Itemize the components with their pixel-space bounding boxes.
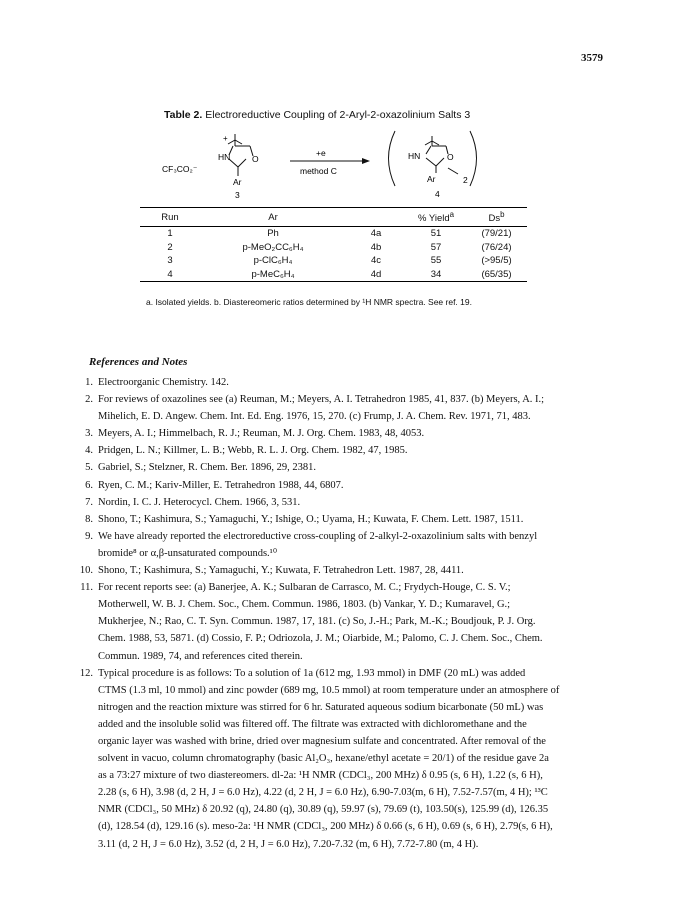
reference-item bbox=[70, 477, 630, 494]
reference-line: NMR (CDCl₃, 50 MHz) δ 20.92 (q), 24.80 (q), 30.89 (q), 59.97 (s), 79.69 (t), 103.50(s), 125.99 (d), 126.35 bbox=[98, 804, 549, 816]
product-ar: Ar bbox=[427, 174, 436, 184]
table-row bbox=[140, 241, 527, 255]
reference-line: For reviews of oxazolines see (a) Reuman, M.; Meyers, A. I. Tetrahedron 1985, 41, 837. (b) Meyers, A. I.; bbox=[98, 394, 545, 406]
reference-line: Pridgen, L. N.; Killmer, L. B.; Webb, R. L. J. Org. Chem. 1982, 47, 1985. bbox=[98, 445, 408, 457]
reference-line: added and the insoluble solid was filtered off. The filtrate was extracted with dichloromethane and the bbox=[98, 718, 527, 730]
cell-code: 4d bbox=[346, 268, 406, 282]
table-title: Electroreductive Coupling of 2-Aryl-2-oxazolinium Salts 3 bbox=[205, 109, 471, 121]
reference-text bbox=[98, 391, 630, 425]
header-ar: Ar bbox=[200, 208, 346, 227]
reference-line: organic layer was washed with brine, dried over magnesium sulfate and concentrated. After removal of the bbox=[98, 735, 546, 747]
table-label: Table 2. bbox=[164, 109, 203, 121]
counterion: CF₃CO₂⁻ bbox=[162, 164, 198, 174]
reference-number: 11. bbox=[80, 582, 93, 594]
reference-item bbox=[70, 494, 630, 511]
reference-line: Ryen, C. M.; Kariv-Miller, E. Tetrahedron 1988, 44, 6807. bbox=[98, 479, 344, 491]
table-row bbox=[140, 268, 527, 282]
cell-yield: 51 bbox=[430, 228, 442, 240]
reference-text bbox=[98, 459, 630, 476]
reference-number: 2. bbox=[85, 394, 93, 406]
reference-number: 8. bbox=[85, 513, 93, 525]
table-caption bbox=[164, 109, 470, 121]
reference-item bbox=[70, 579, 630, 664]
reference-item bbox=[70, 442, 630, 459]
reference-line: nitrogen and the reaction mixture was stirred for 6 hr. Saturated aqueous sodium bicarbonate (50 mL) was bbox=[98, 701, 544, 713]
reference-line: bromide⁸ or α,β-unsaturated compounds.¹⁰ bbox=[98, 547, 278, 559]
product-subscript: 2 bbox=[463, 175, 468, 185]
reference-line: For recent reports see: (a) Banerjee, A. K.; Sulbaran de Carrasco, M. C.; Frydych-Houge, C. S. V.; bbox=[98, 582, 511, 594]
reference-text bbox=[98, 374, 630, 391]
reference-item bbox=[70, 425, 630, 442]
reference-text bbox=[98, 562, 630, 579]
reactant-plus: + bbox=[223, 134, 228, 143]
cell-ar: Ph bbox=[267, 228, 279, 240]
cell-ar: p-MeO₂CC₆H₄ bbox=[242, 241, 304, 253]
cell-yield: 34 bbox=[406, 268, 466, 282]
cell-ds: (>95/5) bbox=[481, 255, 512, 267]
cell-ar: p-ClC₆H₄ bbox=[253, 255, 293, 267]
reference-line: 3.11 (d, 2 H, J = 6.0 Hz), 3.52 (d, 2 H, J = 6.0 Hz), 7.20-7.32 (m, 6 H), 7.72-7.80 (m, 4 H). bbox=[98, 838, 479, 850]
reactant-o: O bbox=[252, 154, 259, 164]
results-table bbox=[140, 207, 527, 282]
reference-line: (d), 128.54 (d), 129.16 (s). meso-2a: ¹H NMR (CDCl₃, 200 MHz) δ 0.66 (s, 6 H), 0.69 (s, 6 H), 2.79(s, 6 H), bbox=[98, 821, 553, 833]
reference-line: Shono, T.; Kashimura, S.; Yamaguchi, Y.; Kuwata, F. Tetrahedron Lett. 1987, 28, 4411. bbox=[98, 565, 464, 577]
cell-yield: 55 bbox=[430, 255, 442, 267]
table-footnote: a. Isolated yields. b. Diastereomeric ratios determined by ¹H NMR spectra. See ref. 19. bbox=[146, 297, 472, 307]
page-number: 3579 bbox=[581, 52, 603, 64]
reference-line: CTMS (1.3 ml, 10 mmol) and zinc powder (689 mg, 10.5 mmol) at room temperature under an atmosphere of bbox=[98, 684, 560, 696]
product-label: 4 bbox=[435, 189, 440, 199]
references-heading: References and Notes bbox=[89, 356, 188, 368]
condition-label: method C bbox=[300, 166, 337, 176]
reference-line: 2.28 (s, 6 H), 3.98 (d, 2 H, J = 6.0 Hz), 4.22 (d, 2 H, J = 6.0 Hz), 6.90-7.03(m, 6 H), 7.52-7.57(m, 4 H); ¹³C bbox=[98, 787, 548, 799]
table-row bbox=[140, 227, 527, 241]
cell-ds: (65/35) bbox=[466, 268, 527, 282]
reference-text bbox=[98, 442, 630, 459]
reaction-scheme bbox=[150, 126, 550, 202]
reactant-ar: Ar bbox=[233, 177, 242, 187]
reference-text bbox=[98, 477, 630, 494]
reference-line: Electroorganic Chemistry. 142. bbox=[98, 377, 229, 388]
reference-item bbox=[70, 665, 630, 853]
header-ds: Ds$^b$ bbox=[466, 208, 527, 227]
reactant-structure bbox=[228, 134, 253, 176]
reference-item bbox=[70, 528, 630, 562]
product-o: O bbox=[447, 152, 454, 162]
header-yield: % Yield$^a$ bbox=[406, 208, 466, 227]
table-row bbox=[140, 254, 527, 268]
reference-line: Nordin, I. C. J. Heterocycl. Chem. 1966, 3, 531. bbox=[98, 496, 301, 508]
cell-ar: p-MeC₆H₄ bbox=[200, 268, 346, 282]
reference-line: Meyers, A. I.; Himmelbach, R. J.; Reuman, M. J. Org. Chem. 1983, 48, 4053. bbox=[98, 428, 425, 440]
reference-number: 12. bbox=[79, 667, 93, 679]
reference-text bbox=[98, 511, 630, 528]
header-code-blank bbox=[346, 208, 406, 227]
reference-line: Gabriel, S.; Stelzner, R. Chem. Ber. 1896, 29, 2381. bbox=[98, 462, 317, 474]
reference-item bbox=[70, 511, 630, 528]
reference-text bbox=[98, 425, 630, 442]
reference-text bbox=[98, 494, 630, 511]
cell-ds: (76/24) bbox=[481, 241, 512, 253]
reference-item bbox=[70, 562, 630, 579]
cell-run: 2 bbox=[167, 241, 173, 253]
reactant-label: 3 bbox=[235, 190, 240, 200]
product-nh: HN bbox=[408, 151, 421, 161]
reference-number: 5. bbox=[85, 462, 93, 474]
arrow-head bbox=[362, 158, 370, 164]
reference-number: 9. bbox=[85, 530, 93, 542]
cell-code: 4a bbox=[370, 228, 382, 240]
reference-line: Shono, T.; Kashimura, S.; Yamaguchi, Y.; Ishige, O.; Uyama, H.; Kuwata, F. Chem. Lett. 1987, 1511. bbox=[98, 513, 524, 525]
reference-line: We have already reported the electroreductive cross-coupling of 2-alkyl-2-oxazolinium salts with benzyl bbox=[98, 530, 538, 542]
reactant-nh: HN bbox=[218, 152, 231, 162]
cell-code: 4c bbox=[370, 255, 382, 267]
reference-text bbox=[98, 665, 630, 853]
reference-item bbox=[70, 374, 630, 391]
reference-number: 10. bbox=[79, 565, 93, 577]
reference-line: Motherwell, W. B. J. Chem. Soc., Chem. Commun. 1986, 1803. (b) Vankar, Y. D.; Kumaravel, G.; bbox=[98, 599, 511, 611]
reference-number: 6. bbox=[85, 479, 93, 491]
reference-number: 7. bbox=[85, 496, 93, 508]
references-list bbox=[70, 374, 630, 853]
reference-line: solvent in vacuo, column chromatography (basic Al₂O₃, hexane/ethyl acetate = 20/1) of the residue gave 2a bbox=[98, 753, 549, 765]
cell-yield: 57 bbox=[430, 241, 442, 253]
reference-text bbox=[98, 528, 630, 562]
table-header-row bbox=[140, 208, 527, 227]
cell-run: 4 bbox=[140, 268, 200, 282]
header-run: Run bbox=[140, 208, 200, 227]
reference-line: Mihelich, E. D. Angew. Chem. Int. Ed. Eng. 1976, 15, 270. (c) Frump, J. A. Chem. Rev. 1971, 71, 483. bbox=[98, 411, 531, 423]
cell-run: 3 bbox=[167, 255, 173, 267]
cell-run: 1 bbox=[167, 228, 173, 240]
reference-line: Mukherjee, N.; Rao, C. T. Syn. Commun. 1987, 17, 181. (c) So, J.-H.; Park, M.-K.; Boudjouk, P. J. Org. bbox=[98, 616, 536, 628]
reference-line: Chem. 1988, 53, 5871. (d) Cossio, F. P.; Odriozola, J. M.; Oiarbide, M.; Palomo, C. J. Chem. Soc., Chem. bbox=[98, 633, 543, 645]
reference-line: Typical procedure is as follows: To a solution of 1a (612 mg, 1.93 mmol) in DMF (20 mL) was added bbox=[98, 667, 526, 679]
cell-code: 4b bbox=[370, 241, 382, 253]
reagent-label: +e bbox=[316, 148, 326, 158]
reference-line: as a 73:27 mixture of two diastereomers. dl-2a: ¹H NMR (CDCl₃, 200 MHz) δ 0.95 (s, 6 H), 1.22 (s, 6 H), bbox=[98, 770, 543, 782]
reference-item bbox=[70, 391, 630, 425]
reference-number: 3. bbox=[85, 428, 93, 440]
reference-line: Commun. 1989, 74, and references cited therein. bbox=[98, 650, 303, 662]
reference-number: 4. bbox=[85, 445, 93, 457]
reference-number: 1. bbox=[85, 377, 93, 388]
cell-ds: (79/21) bbox=[481, 228, 512, 240]
reference-text bbox=[98, 579, 630, 664]
reference-item bbox=[70, 459, 630, 476]
